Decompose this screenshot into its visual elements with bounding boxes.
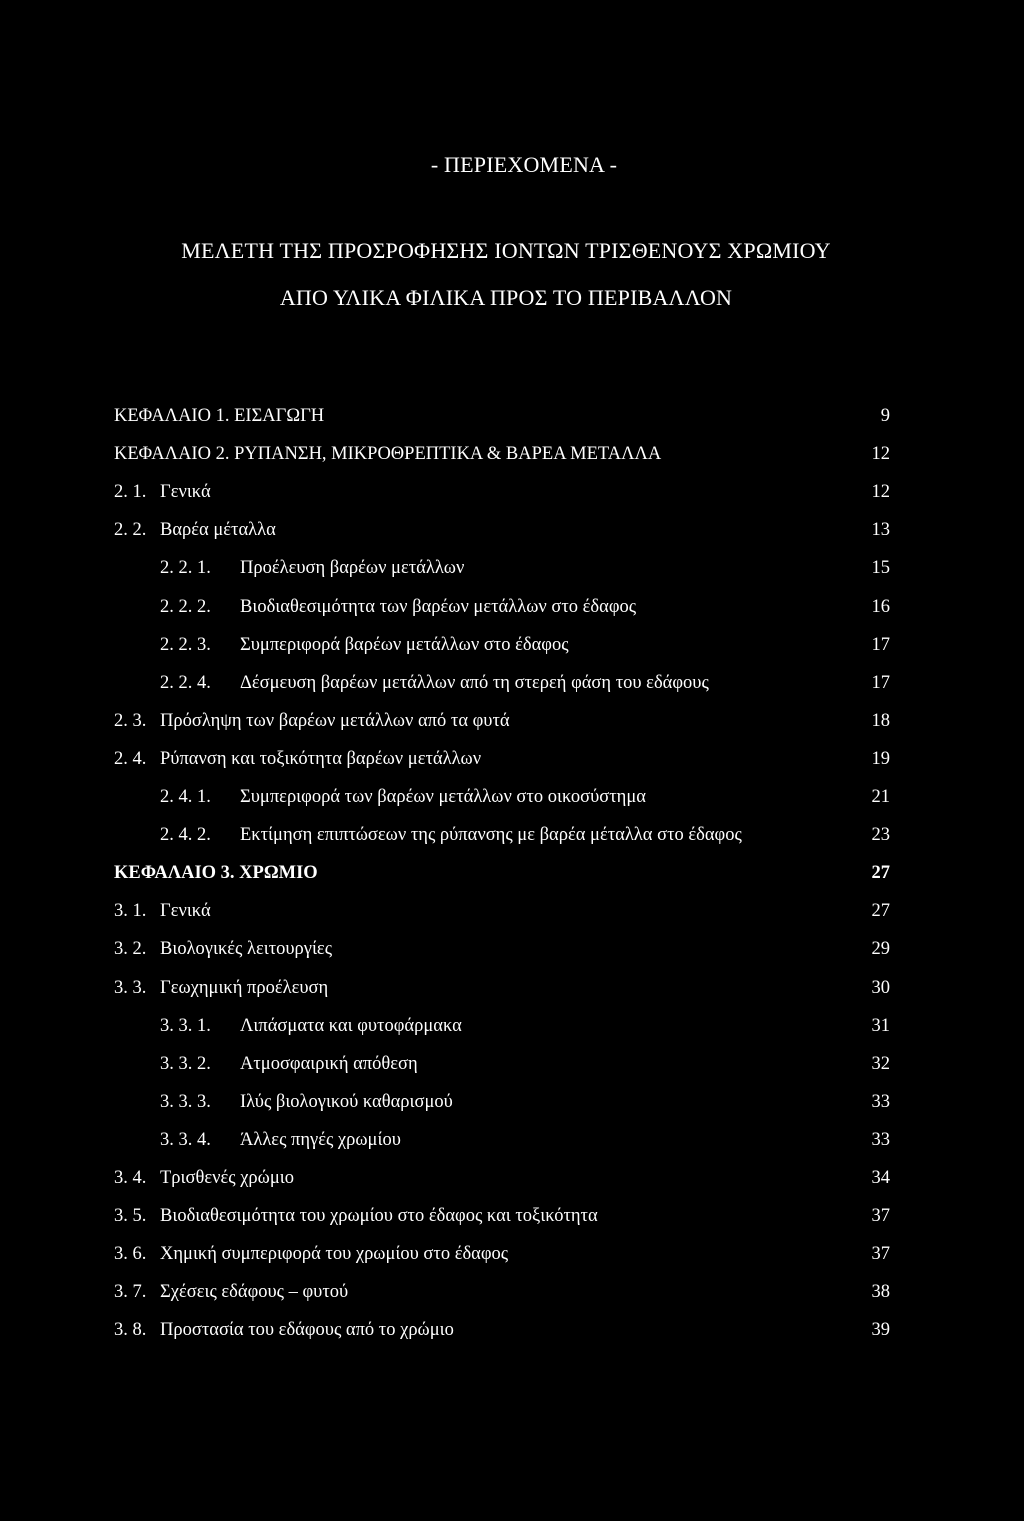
toc-entry-title: Δέσμευση βαρέων μετάλλων από τη στερεή φάση του εδάφους	[240, 672, 709, 693]
toc-entry	[0, 478, 1024, 506]
toc-entry	[0, 669, 1024, 697]
toc-entry-title: Άλλες πηγές χρωμίου	[240, 1129, 401, 1150]
toc-entry-title: Ρύπανση και τοξικότητα βαρέων μετάλλων	[160, 748, 482, 769]
toc-entry-page-number: 15	[871, 558, 890, 579]
toc-entry	[0, 1316, 1024, 1344]
toc-entry-number: 2. 1.	[114, 482, 147, 503]
toc-entry-title: Βιοδιαθεσιμότητα των βαρέων μετάλλων στο έδαφος	[240, 596, 637, 617]
toc-entry-page-number: 12	[871, 444, 890, 465]
toc-entry-title: Πρόσληψη των βαρέων μετάλλων από τα φυτά	[160, 710, 510, 731]
toc-entry	[0, 783, 1024, 811]
toc-entry	[0, 1088, 1024, 1116]
toc-entry-title: Εκτίμηση επιπτώσεων της ρύπανσης με βαρέα μέταλλα στο έδαφος	[240, 825, 742, 846]
toc-entry-number: 2. 4.	[114, 748, 147, 769]
toc-entry-title: Βιολογικές λειτουργίες	[160, 939, 333, 960]
toc-entry-title: Συμπεριφορά βαρέων μετάλλων στο έδαφος	[240, 634, 569, 655]
toc-entry-number: 3. 3. 3.	[160, 1091, 211, 1112]
toc-entry-page-number: 39	[871, 1320, 890, 1341]
toc-entry	[0, 707, 1024, 735]
toc-entry-number: 3. 3. 1.	[160, 1015, 211, 1036]
toc-entry-page-number: 27	[871, 901, 890, 922]
toc-entry-title: Τρισθενές χρώμιο	[160, 1168, 294, 1188]
toc-entry	[0, 1164, 1024, 1192]
document-title-line-1: ΜΕΛΕΤΗ ΤΗΣ ΠΡΟΣΡΟΦΗΣΗΣ ΙΟΝΤΩΝ ΤΡΙΣΘΕΝΟΥΣ ΧΡΩΜΙΟΥ	[181, 238, 831, 263]
toc-entry	[0, 745, 1024, 773]
toc-entry-number: 2. 4. 1.	[160, 787, 211, 807]
toc-entry	[0, 554, 1024, 582]
toc-entry	[0, 1202, 1024, 1230]
toc-entry-number: 2. 2. 2.	[160, 596, 211, 617]
toc-entry	[0, 593, 1024, 621]
toc-entry-title: ΚΕΦΑΛΑΙΟ 2. ΡΥΠΑΝΣΗ, ΜΙΚΡΟΘΡΕΠΤΙΚΑ & ΒΑΡΕΑ ΜΕΤΑΛΛΑ	[114, 444, 662, 465]
toc-entry-number: 3. 2.	[114, 939, 147, 960]
toc-entry-title: Βιοδιαθεσιμότητα του χρωμίου στο έδαφος και τοξικότητα	[160, 1206, 598, 1227]
toc-entry-number: 3. 4.	[114, 1168, 147, 1188]
toc-entry	[0, 516, 1024, 544]
toc-entry-page-number: 31	[871, 1015, 890, 1036]
toc-entry-title: Προέλευση βαρέων μετάλλων	[240, 558, 465, 579]
toc-entry-page-number: 30	[871, 977, 890, 998]
toc-entry	[0, 1050, 1024, 1078]
toc-entry-page-number: 37	[871, 1244, 890, 1265]
toc-entry-number: 3. 3. 4.	[160, 1129, 211, 1150]
toc-entry-title: Λιπάσματα και φυτοφάρμακα	[240, 1015, 462, 1036]
toc-entry-number: 2. 4. 2.	[160, 825, 211, 846]
toc-entry-title: Χημική συμπεριφορά του χρωμίου στο έδαφος	[160, 1244, 509, 1265]
toc-entry-title: Γενικά	[160, 482, 211, 503]
toc-entry-page-number: 38	[871, 1282, 890, 1303]
toc-entry-page-number: 16	[871, 596, 890, 617]
toc-entry	[0, 897, 1024, 925]
toc-entry-page-number: 18	[871, 710, 890, 731]
toc-entry	[0, 402, 1024, 430]
toc-entry	[0, 859, 1024, 887]
toc-entry-title: Σχέσεις εδάφους – φυτού	[160, 1282, 349, 1303]
toc-entry-number: 2. 2. 1.	[160, 558, 211, 579]
toc-entry	[0, 1278, 1024, 1306]
toc-entry	[0, 1240, 1024, 1268]
toc-entry-page-number: 12	[871, 482, 890, 503]
toc-entry-page-number: 19	[871, 748, 890, 769]
toc-entry-title: Ατμοσφαιρική απόθεση	[240, 1053, 418, 1074]
toc-entry	[0, 821, 1024, 849]
toc-entry-page-number: 33	[871, 1129, 890, 1150]
toc-entry-title: ΚΕΦΑΛΑΙΟ 1. ΕΙΣΑΓΩΓΗ	[114, 406, 325, 426]
toc-entry-page-number: 37	[871, 1206, 890, 1227]
toc-entry-number: 3. 5.	[114, 1206, 147, 1227]
toc-entry-title: Γενικά	[160, 901, 211, 922]
toc-entry-number: 3. 3.	[114, 977, 147, 998]
toc-entry-page-number: 23	[871, 825, 890, 846]
toc-entry-page-number: 17	[871, 634, 890, 655]
toc-entry-number: 3. 1.	[114, 901, 147, 922]
toc-entry-number: 2. 2.	[114, 520, 147, 541]
toc-entry	[0, 631, 1024, 659]
toc-entry-page-number: 17	[871, 672, 890, 693]
contents-heading: - ΠΕΡΙΕΧΟΜΕΝΑ -	[430, 152, 618, 177]
toc-entry-number: 2. 2. 4.	[160, 672, 211, 693]
toc-entry-page-number: 29	[871, 939, 890, 960]
toc-entry-title: Βαρέα μέταλλα	[160, 520, 276, 541]
toc-entry	[0, 440, 1024, 468]
toc-entry-title: Γεωχημική προέλευση	[160, 977, 329, 998]
toc-entry	[0, 1126, 1024, 1154]
toc-entry-title: Ιλύς βιολογικού καθαρισμού	[240, 1091, 453, 1112]
toc-entry	[0, 974, 1024, 1002]
toc-entry-number: 3. 8.	[114, 1320, 147, 1341]
toc-entry-page-number: 21	[871, 787, 890, 807]
toc-entry-title: ΚΕΦΑΛΑΙΟ 3. ΧΡΩΜΙΟ	[114, 863, 318, 884]
toc-entry-number: 3. 7.	[114, 1282, 147, 1303]
toc-entry-page-number: 33	[871, 1091, 890, 1112]
document-title-line-2: ΑΠΟ ΥΛΙΚΑ ΦΙΛΙΚΑ ΠΡΟΣ ΤΟ ΠΕΡΙΒΑΛΛΟΝ	[279, 285, 733, 310]
toc-entry-number: 2. 3.	[114, 710, 147, 731]
toc-entry-number: 3. 3. 2.	[160, 1053, 211, 1074]
toc-entry-title: Συμπεριφορά των βαρέων μετάλλων στο οικοσύστημα	[240, 787, 646, 807]
toc-entry-page-number: 9	[880, 406, 890, 426]
toc-entry-title: Προστασία του εδάφους από το χρώμιο	[160, 1320, 454, 1341]
toc-entry-number: 3. 6.	[114, 1244, 147, 1265]
toc-entry-number: 2. 2. 3.	[160, 634, 211, 655]
toc-entry	[0, 1012, 1024, 1040]
toc-entry-page-number: 32	[871, 1053, 890, 1074]
toc-entry-page-number: 27	[871, 863, 890, 884]
toc-entry-page-number: 13	[871, 520, 890, 541]
toc-entry	[0, 935, 1024, 963]
toc-entry-page-number: 34	[871, 1168, 890, 1188]
